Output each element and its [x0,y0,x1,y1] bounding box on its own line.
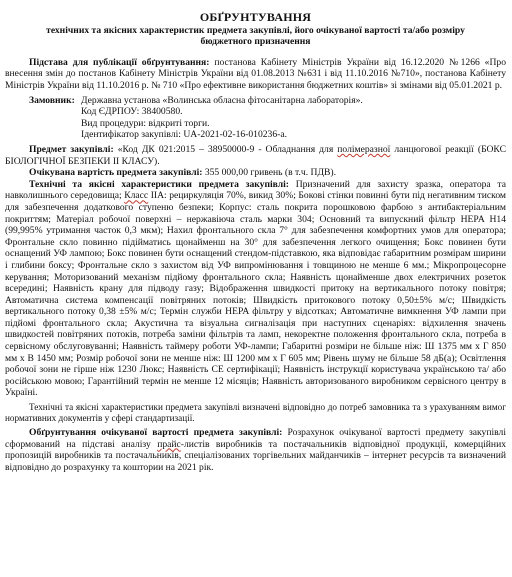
customer-label: Замовник: [29,94,75,106]
subject-text-end: ланцюгової реакції (БОКС БІОЛОГІЧНОЇ БЕЗПЕКИ ІІ КЛАСУ). [5,143,506,167]
document-title: ОБҐРУНТУВАННЯ [199,10,312,24]
subject-paragraph [5,144,506,167]
justification-text-spellcheck: прайс [157,438,181,450]
basis-label: Підстава для публікації обґрунтування: [29,56,210,68]
cost-text: 355 000,00 гривень (в т.ч. ПДВ). [202,167,336,179]
subject-text: «Код ДК 021:2015 – 38950000-9 - Обладнання для [113,143,338,155]
tech-paragraph [5,179,506,399]
customer-line: Державна установа «Волинська обласна фітосанітарна лабораторія». [81,94,363,106]
justification-text: Розрахунок очікуваної вартості предмету закупівлі сформований на підставі аналізу [5,427,507,450]
customer-block [5,95,506,141]
cost-paragraph [5,167,506,179]
customer-line: Ідентифікатор закупівлі: UA-2021-02-16-010236-a. [81,129,287,141]
tech-text: Призначений для захисту зразка, оператора та навколишнього середовища; [5,178,506,202]
justification-paragraph [5,427,506,473]
document-subtitle: технічних та якісних характеристик предмета закупівлі, його очікуваної вартості та/або розміру бюджетного призначення [46,25,465,48]
basis-text: постанова Кабінету Міністрів України від 16.12.2020 №1266 «Про внесення змін до постанов Кабінету Міністрів України від 01.08.2013 №631 і від 11.10.2016 №710», постанова Кабінету Міністрів України від 11.10.2016 р. № 710 «Про ефективне використання бюджетних коштів» зі змінами від 05.01.2021 р. [5,56,507,91]
subject-label: Предмет закупівлі: [29,143,114,155]
tech-note-paragraph: Технічні та якісні характеристики предмета закупівлі визначені відповідно до потреб замовника та з урахуванням вимог нормативних документів у сфері стандартизації. [5,402,506,424]
basis-paragraph [5,57,506,92]
tech-text-spellcheck: Класс [124,190,149,202]
subject-text-spellcheck: полімеразної [337,143,391,155]
customer-line: Код ЄДРПОУ: 38400580. [81,106,183,118]
tech-label: Технічні та якісні характеристики предмета закупівлі: [29,178,289,190]
justification-label: Обґрунтування очікуваної вартості предмета закупівлі: [29,427,283,439]
tech-text-end: ІІА: рециркуляція 70%, викид 30%; Бокові стінки повинні бути під негативним тиском для забезпечення додаткового ступеню безпеки; Корпус: сталь покрита порошковою фарбою з антибактеріальним покриттям; Матеріал робочої поверхні – нержавіюча сталь марки 304; Основний та випускний фільтр HEPA H14 (99,995% утримання часток 0,3 мкм); Нахил фронтального скла 7° для забезпечення комфортних умов для оператора; Фронтальне скло повинно підійматись щонайменш на 30° для забезпечення легкого очищення; Бокс повинен бути оснащений УФ лампою; Бокс повинен бути оснащений стендом-підставкою, яка відповідає габаритним розмірам ширини і глибини боксу; Фронтальне скло з захистом від УФ випромінювання і товщиною не менше 6 мм.; Мікропроцесорне керування; Моторизований механізм підйому фронтального скла; Наявність щонайменше двох електричних розеток всередині; Наявність крану для підводу газу; Відображення швидкості притоку на вертикального потоку повітря; Автоматична система компенсації повітряних потоків; Швидкість притокового потоку 0,50±5% м/с; Швидкість вертикального потоку 0,38 ±5% м/с; Термін служби HEPA фільтру у відсотках; Автоматичне вимкнення УФ лампи при підйомі фронтального скла; Акустична та візуальна сигналізація при наступних сценаріях: відхилення значень швидкостей повітряних потоків, потреба заміни фільтрів та ламп, некоректне положення фронтального скла, потреба в сервісному обслуговуванні; Наявність таймеру роботи УФ-лампи; Габаритні розміри не більше ніж: Ш 1375 мм х Г 850 мм х В 1450 мм; Розмір робочої зони не менше ніж: Ш 1200 мм х Г 605 мм; Рівень шуму не більше 58 дБ(а); Освітлення робочої зони не гірше ніж 1230 Люкс; Наявність СЕ сертифікації; Наявність інструкції користувача українською та/ або російською мовою; Гарантійний термін не менше 12 місяців; Наявність авторизованого виробником сервісного центру в Україні. [5,190,506,399]
cost-label: Очікувана вартість предмета закупівлі: [29,167,203,179]
customer-line: Вид процедури: відкриті торги. [81,117,210,129]
justification-text-end: -листів виробників та постачальників відповідної продукції, комерційних пропозицій виробників та постачальників, спеціалізованих торгівельних майданчиків – інтернет ресурсів та визначений відповідно до розрахунку та коштории на 2021 рік. [5,438,506,473]
